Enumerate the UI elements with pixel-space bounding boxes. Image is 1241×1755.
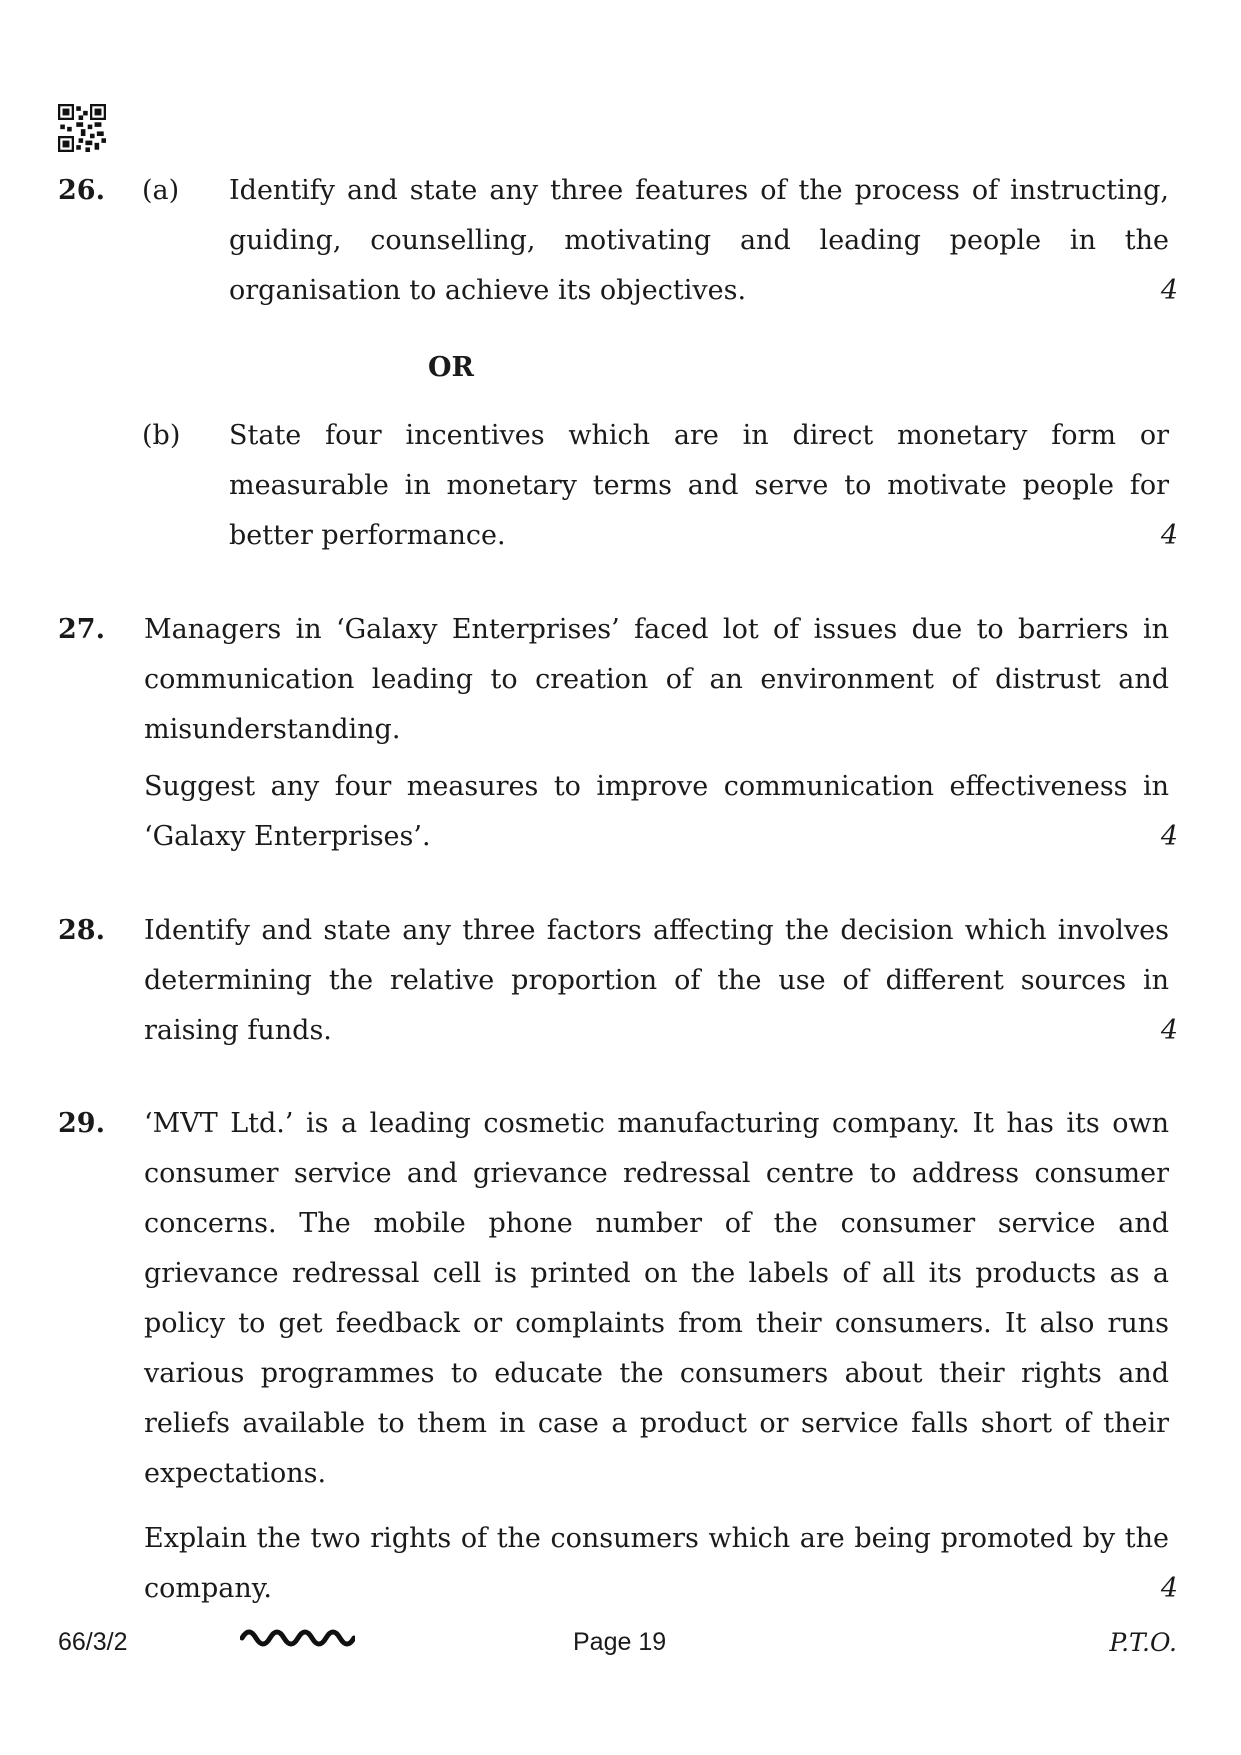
marks: 4 bbox=[1160, 275, 1178, 306]
question-text: ‘MVT Ltd.’ is a leading cosmetic manufacturing company. It has its own consumer service and grievance redressal centre to address consumer concerns. The mobile phone number of the consumer service and grievance redressal cell is printed on the labels of all its products as a policy to get feedback or complaints from their consumers. It also runs various programmes to educate the consumers about their rights and reliefs available to them in case a product or service falls short of their expectations. bbox=[144, 1108, 1169, 1489]
question-text: Identify and state any three factors affecting the decision which involves determining the relative proportion of the use of different sources in raising funds. bbox=[144, 915, 1169, 1046]
qr-code-icon bbox=[58, 104, 106, 152]
marks: 4 bbox=[1160, 1015, 1178, 1046]
marks: 4 bbox=[1160, 821, 1178, 852]
question-text: Managers in ‘Galaxy Enterprises’ faced lot of issues due to barriers in communication leading to creation of an environment of distrust and misunderstanding. bbox=[144, 614, 1169, 745]
pto-label: P.T.O. bbox=[1109, 1628, 1177, 1657]
marks: 4 bbox=[1160, 1573, 1178, 1604]
page-number: Page 19 bbox=[573, 1628, 667, 1656]
question-number: 27. bbox=[58, 614, 105, 645]
sub-question-label: (a) bbox=[142, 175, 180, 206]
paper-code: 66/3/2 bbox=[58, 1628, 128, 1656]
marks: 4 bbox=[1160, 520, 1178, 551]
tilde-ornament-icon bbox=[240, 1620, 355, 1650]
question-number: 26. bbox=[58, 175, 105, 206]
sub-question-label: (b) bbox=[142, 420, 181, 451]
question-text: State four incentives which are in direct monetary form or measurable in monetary terms and serve to motivate people for better performance. bbox=[229, 420, 1169, 551]
question-instruction: Explain the two rights of the consumers which are being promoted by the company. bbox=[144, 1523, 1169, 1604]
question-number: 28. bbox=[58, 915, 105, 946]
or-separator: OR bbox=[428, 352, 474, 383]
question-instruction: Suggest any four measures to improve communication effectiveness in ‘Galaxy Enterprises’. bbox=[144, 771, 1169, 852]
question-number: 29. bbox=[58, 1108, 105, 1139]
question-text: Identify and state any three features of the process of instructing, guiding, counselling, motivating and leading people in the organisation to achieve its objectives. bbox=[229, 175, 1169, 306]
